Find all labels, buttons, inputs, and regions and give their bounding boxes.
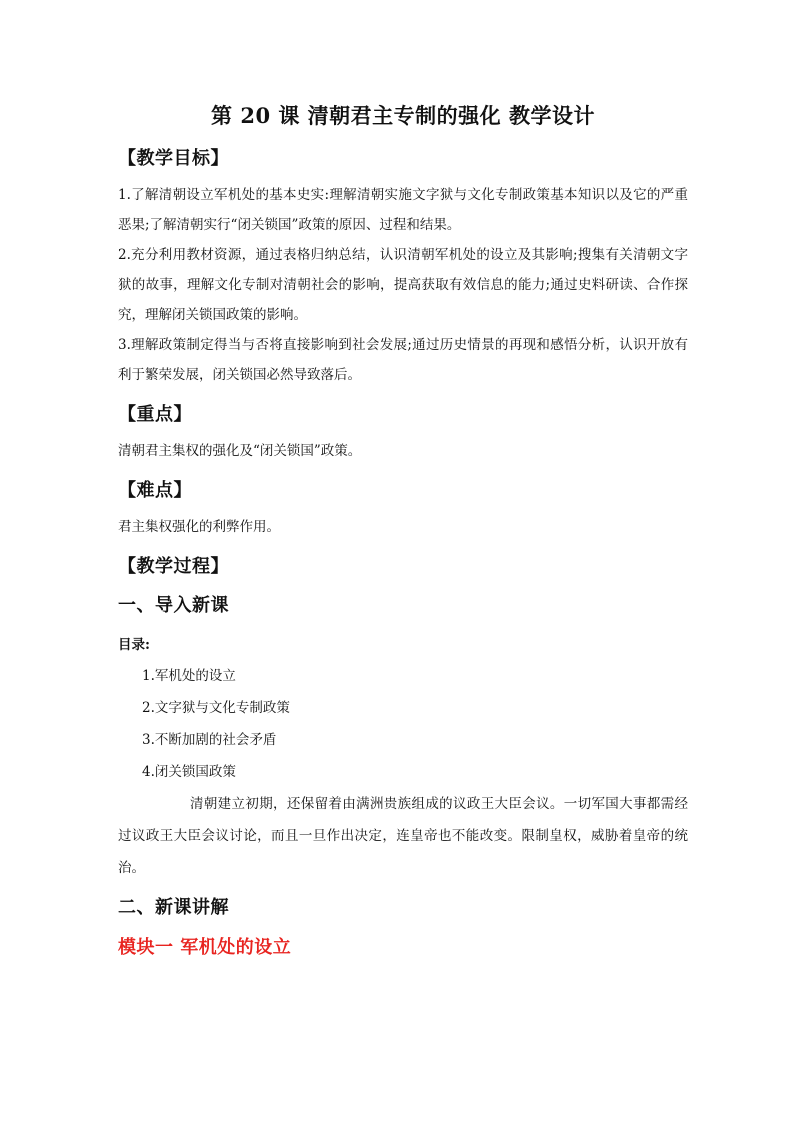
- difficulties-text: 君主集权强化的利弊作用。: [118, 519, 280, 535]
- toc-item: 1.军机处的设立: [142, 668, 236, 684]
- difficulties-section: [118, 476, 688, 542]
- document-page: [118, 100, 688, 964]
- process-section: [118, 552, 688, 964]
- part2-heading: 二、新课讲解: [118, 897, 229, 918]
- key-points-heading: 【重点】: [118, 404, 192, 425]
- difficulties-heading: 【难点】: [118, 480, 192, 501]
- module1-heading: 模块一 军机处的设立: [118, 937, 292, 958]
- objective-item-1: 1.了解清朝设立军机处的基本史实:理解清朝实施文字狱与文化专制政策基本知识以及它的严重恶果;了解清朝实行“闭关锁国”政策的原因、过程和结果。: [118, 187, 688, 233]
- toc-item: 3.不断加剧的社会矛盾: [142, 732, 277, 748]
- part1-heading: 一、导入新课: [118, 595, 229, 616]
- objectives-heading: 【教学目标】: [118, 148, 229, 169]
- toc-list: [118, 660, 688, 788]
- toc-item: 4.闭关锁国政策: [142, 764, 236, 780]
- toc-label: 目录:: [118, 637, 150, 653]
- page-title: 第 20 课 清朝君主专制的强化 教学设计: [211, 103, 595, 128]
- key-points-text: 清朝君主集权的强化及“闭关锁国”政策。: [118, 443, 362, 459]
- key-points-section: [118, 400, 688, 466]
- process-heading: 【教学过程】: [118, 556, 229, 577]
- objective-item-3: 3.理解政策制定得当与否将直接影响到社会发展;通过历史情景的再现和感悟分析，认识开放有利于繁荣发展，闭关锁国必然导致落后。: [118, 337, 688, 383]
- toc-item: 2.文字狱与文化专制政策: [142, 700, 290, 716]
- objectives-section: [118, 144, 688, 390]
- objective-item-2: 2.充分利用教材资源，通过表格归纳总结，认识清朝军机处的设立及其影响;搜集有关清朝文字狱的故事，理解文化专制对清朝社会的影响，提高获取有效信息的能力;通过史料研读、合作探究，理解闭关锁国政策的影响。: [118, 247, 688, 323]
- intro-paragraph: 清朝建立初期，还保留着由满洲贵族组成的议政王大臣会议。一切军国大事都需经过议政王大臣会议讨论，而且一旦作出决定，连皇帝也不能改变。限制皇权，威胁着皇帝的统治。: [118, 796, 688, 876]
